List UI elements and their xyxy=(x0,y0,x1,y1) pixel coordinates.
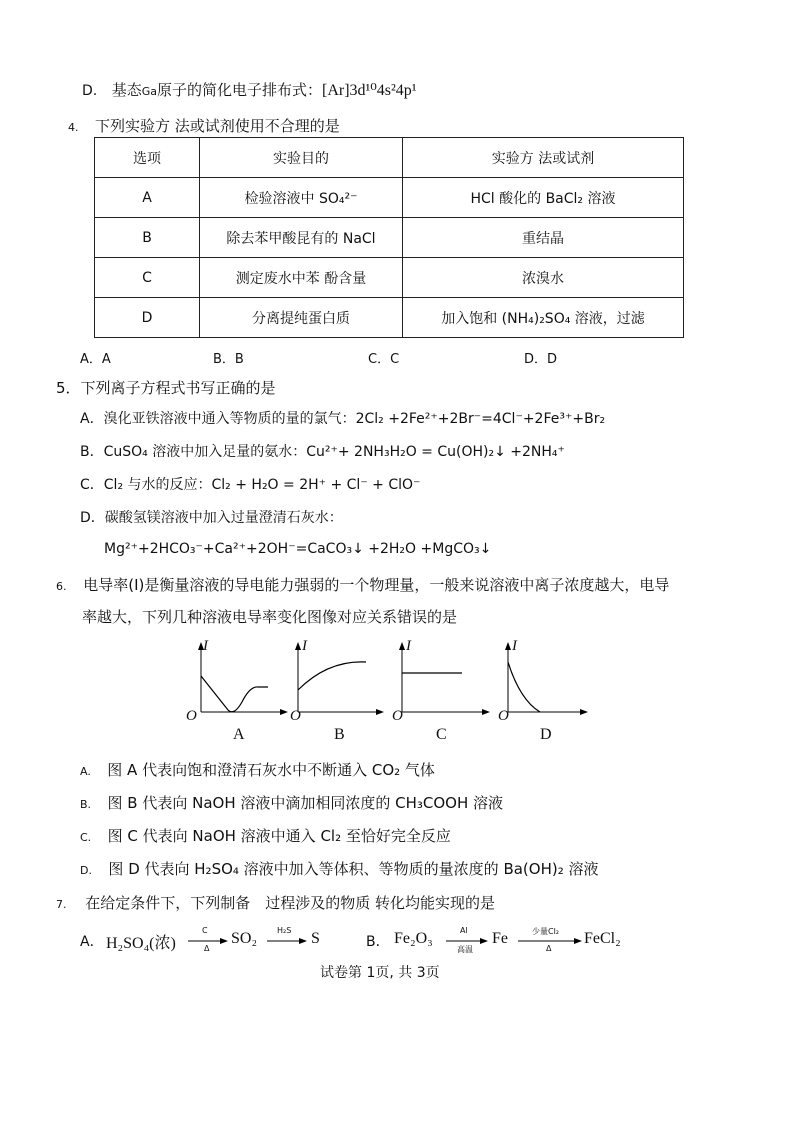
q6-option-c-letter: C. xyxy=(80,831,92,844)
table-cell: 除去苯甲酸昆有的 NaCl xyxy=(200,218,403,258)
q4-stem-text: 下列实验方 法或试剂使用不合理的是 xyxy=(94,117,340,135)
q3-option-d-text-a: 基态 xyxy=(111,81,142,99)
q6-stem xyxy=(56,574,669,595)
graph-c xyxy=(392,638,494,743)
graph-d-caption: D xyxy=(540,726,552,743)
table-cell: B xyxy=(95,218,200,258)
q7-option-a-start: H₂SO₄(浓) xyxy=(106,935,176,952)
q5-stem-text: 下列离子方程式书写正确的是 xyxy=(80,379,276,397)
graph-b-curve xyxy=(298,662,366,690)
graph-c-caption: C xyxy=(436,726,447,743)
q4-table xyxy=(94,137,684,338)
graph-a xyxy=(186,638,288,743)
q6-option-a-text: 图 A 代表向饱和澄清石灰水中不断通入 CO₂ 气体 xyxy=(107,761,435,779)
q3-option-d-ga: Ga xyxy=(141,85,157,98)
q7-stem xyxy=(56,892,495,913)
q5-option-c: C．Cl₂ 与水的反应：Cl₂ + H₂O = 2H⁺ + Cl⁻ + ClO⁻ xyxy=(80,477,421,493)
table-cell: C xyxy=(95,258,200,298)
graph-b-y-label: I xyxy=(302,638,307,654)
q7-option-b-mid: Fe xyxy=(492,930,508,947)
q4-stem xyxy=(68,115,340,136)
graph-c-y-label: I xyxy=(406,638,411,654)
q7-option-b-arrow1-top: Al xyxy=(460,926,468,935)
q7-option-a-arrow1-bottom: Δ xyxy=(204,944,210,953)
graph-a-origin: O xyxy=(186,708,197,724)
q6-option-b xyxy=(80,792,503,813)
table-cell: D xyxy=(95,298,200,338)
arrow-icon xyxy=(267,937,307,945)
q4-choice-a: A．A xyxy=(80,352,111,367)
q7-option-b-end: FeCl₂ xyxy=(584,930,621,947)
q7-option-b-arrow2-bottom: Δ xyxy=(546,944,552,953)
q4-choice-d: D．D xyxy=(524,352,558,367)
q6-stem-line1: 电导率(I)是衡量溶液的导电能力强弱的一个物理量，一般来说溶液中离子浓度越大，电导 xyxy=(83,576,670,594)
table-cell: A xyxy=(95,178,200,218)
graph-b-caption: B xyxy=(334,726,345,743)
q7-option-b-arrow2-top: 少量Cl₂ xyxy=(532,927,560,936)
q5-option-a: A．溴化亚铁溶液中通入等物质的量的氯气：2Cl₂ +2Fe²⁺+2Br⁻=4Cl⁻+2Fe³⁺+Br₂ xyxy=(80,411,606,427)
table-cell: HCl 酸化的 BaCl₂ 溶液 xyxy=(403,178,684,218)
q6-option-a xyxy=(80,759,435,780)
table-row xyxy=(95,178,684,218)
q4-choice-b: B．B xyxy=(213,352,244,367)
table-row xyxy=(95,258,684,298)
graph-c-origin: O xyxy=(392,708,403,724)
table-cell: 浓溴水 xyxy=(403,258,684,298)
q3-option-d-letter: D. xyxy=(82,83,98,99)
q4-choice-c: C．C xyxy=(368,352,400,367)
q7-option-a-arrow2 xyxy=(267,928,307,954)
graph-a-curve xyxy=(201,676,268,712)
q7-stem-text: 在给定条件下，下列制备 过程涉及的物质 转化均能实现的是 xyxy=(85,894,496,912)
q7-option-b-label: B． xyxy=(366,934,390,950)
graph-a-caption: A xyxy=(233,726,245,743)
graph-d-origin: O xyxy=(498,708,509,724)
q6-option-d-letter: D. xyxy=(80,864,92,877)
q7-option-a-arrow1-top: C xyxy=(202,926,208,935)
q7-option-b-arrow1-bottom: 高温 xyxy=(457,945,473,954)
q3-option-d-formula: [Ar]3d¹⁰4s²4p¹ xyxy=(321,82,417,99)
table-cell: 重结晶 xyxy=(403,218,684,258)
q6-option-c-text: 图 C 代表向 NaOH 溶液中通入 Cl₂ 至恰好完全反应 xyxy=(107,827,451,845)
graph-b-origin: O xyxy=(290,708,301,724)
table-header-cell: 实验方 法或试剂 xyxy=(403,138,684,178)
q7-option-a-end: S xyxy=(311,930,320,947)
table-cell: 检验溶液中 SO₄²⁻ xyxy=(200,178,403,218)
table-row xyxy=(95,298,684,338)
graph-b xyxy=(288,638,388,743)
q7-number: 7. xyxy=(56,898,67,911)
q6-number: 6. xyxy=(56,580,67,593)
table-header-cell: 选项 xyxy=(95,138,200,178)
q6-option-b-text: 图 B 代表向 NaOH 溶液中滴加相同浓度的 CH₃COOH 溶液 xyxy=(107,794,504,812)
q3-option-d-text-b: 原子的简化电子排布式： xyxy=(156,81,322,99)
graph-d xyxy=(498,638,592,743)
table-row xyxy=(95,218,684,258)
q5-number: 5． xyxy=(56,379,81,397)
q6-option-c xyxy=(80,825,451,846)
q6-option-d xyxy=(80,858,599,879)
q3-option-d xyxy=(82,79,417,100)
page-footer: 试卷第 1页, 共 3页 xyxy=(320,965,440,981)
q7-option-b-arrow1 xyxy=(446,928,488,954)
table-cell: 加入饱和 (NH₄)₂SO₄ 溶液，过滤 xyxy=(403,298,684,338)
q7-option-a-arrow2-top: H₂S xyxy=(277,926,292,935)
graph-d-y-label: I xyxy=(512,638,517,654)
q6-stem-line2: 率越大，下列几种溶液电导率变化图像对应关系错误的是 xyxy=(82,608,458,626)
q5-option-d-equation: Mg²⁺+2HCO₃⁻+Ca²⁺+2OH⁻=CaCO₃↓ +2H₂O +MgCO₃↓ xyxy=(104,541,492,557)
q6-option-a-letter: A. xyxy=(80,765,91,778)
q7-option-a-mid: SO₂ xyxy=(231,930,258,947)
graph-d-curve xyxy=(508,662,540,712)
q5-option-b: B．CuSO₄ 溶液中加入足量的氨水：Cu²⁺+ 2NH₃H₂O = Cu(OH)₂↓ +2NH₄⁺ xyxy=(80,444,565,460)
q5-stem xyxy=(56,377,276,398)
q6-option-b-letter: B. xyxy=(80,798,92,811)
q6-option-d-text: 图 D 代表向 H₂SO₄ 溶液中加入等体积、等物质的量浓度的 Ba(OH)₂ 溶液 xyxy=(108,860,599,878)
q4-number: 4. xyxy=(68,121,79,134)
table-cell: 测定废水中苯 酚含量 xyxy=(200,258,403,298)
graph-a-y-label: I xyxy=(203,638,208,654)
q7-option-b-start: Fe₂O₃ xyxy=(394,930,433,947)
q5-option-d: D．碳酸氢镁溶液中加入过量澄清石灰水： xyxy=(80,510,343,526)
q7-option-a-label: A． xyxy=(80,934,104,950)
q7-option-a-arrow1 xyxy=(188,928,228,954)
table-header-cell: 实验目的 xyxy=(200,138,403,178)
q7-option-b-arrow2 xyxy=(518,928,582,954)
table-header-row xyxy=(95,138,684,178)
table-cell: 分离提纯蛋白质 xyxy=(200,298,403,338)
